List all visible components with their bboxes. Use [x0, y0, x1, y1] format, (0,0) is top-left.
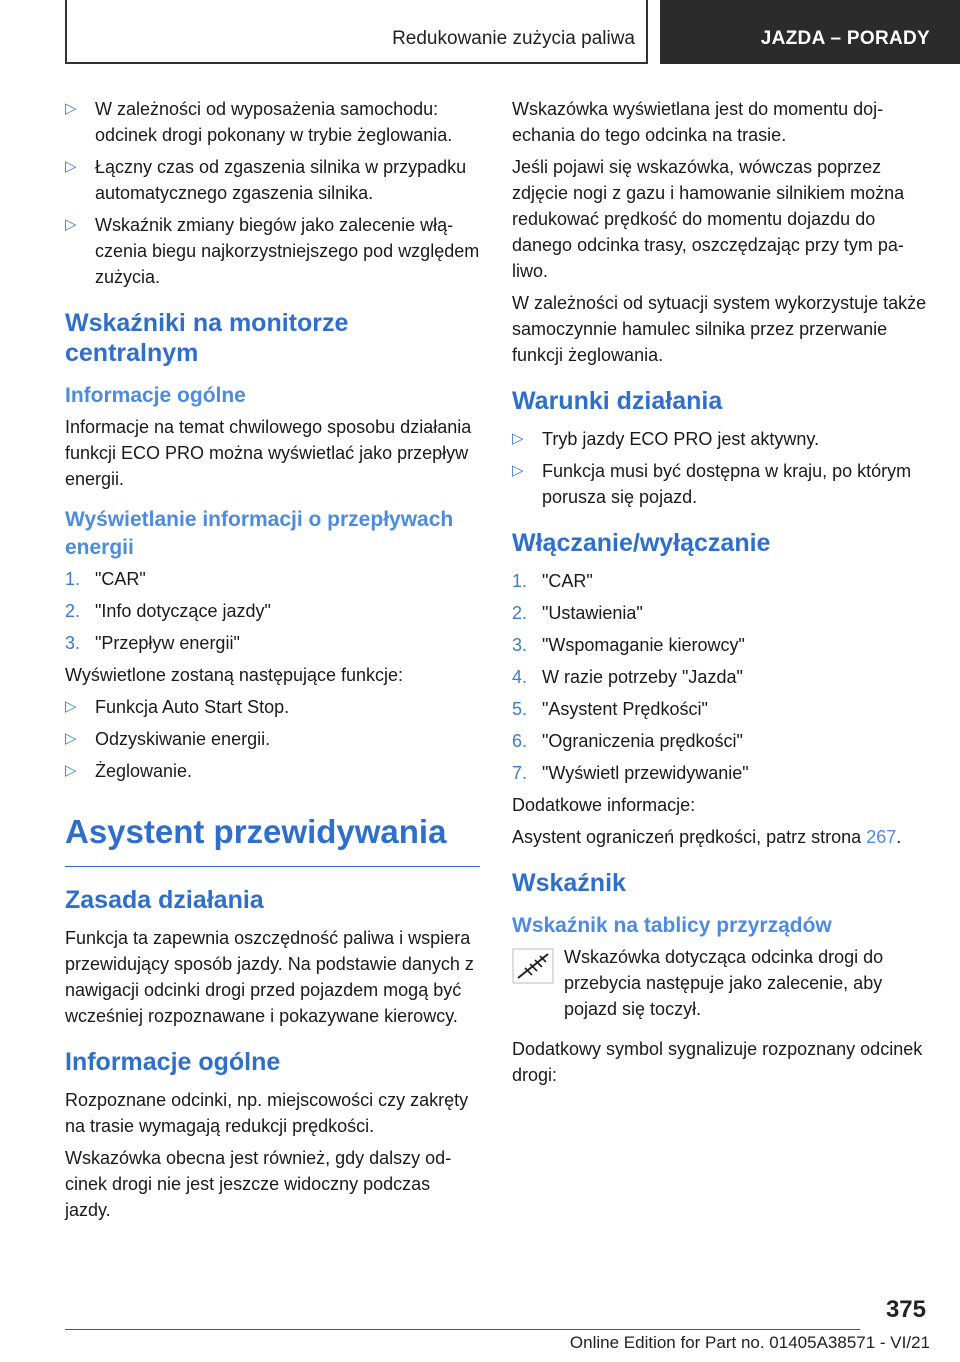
heading-general-info: Informacje ogólne	[65, 384, 246, 407]
bullet-list	[512, 426, 927, 510]
list-item: ▷ Łączny czas od zgaszenia silnika w przypadku automatycznego zgaszenia silnika.	[65, 154, 480, 206]
page-number: 375	[885, 1296, 926, 1323]
step-item: 3. "Wspomaganie kierowcy"	[512, 635, 745, 655]
paragraph: Wskazówka wyświetlana jest do momentu dojechania do tego odcinka na trasie.	[512, 99, 884, 145]
step-item: 6. "Ograniczenia prędkości"	[512, 731, 743, 751]
step-list	[512, 568, 927, 786]
paragraph: Dodatkowe informacje:	[512, 795, 696, 815]
icon-paragraph	[512, 944, 927, 1022]
step-item: 5. "Asystent Prędkości"	[512, 699, 708, 719]
triangle-bullet-icon: ▷	[512, 462, 524, 479]
step-item: 1. "CAR"	[512, 571, 593, 591]
heading-energy-flow: Wyświetlanie informacji o przepływach energii	[65, 508, 454, 559]
chapter-title: Asystent przewidywania	[65, 812, 480, 867]
list-item: ▷ Funkcja musi być dostępna w kraju, po którym porusza się pojazd.	[512, 458, 927, 510]
list-item: ▷ Wskaźnik zmiany biegów jako zalecenie włączenia biegu najkorzystniejszego pod względem zużycia.	[65, 212, 480, 290]
step-list	[65, 566, 480, 656]
triangle-bullet-icon: ▷	[65, 158, 77, 175]
heading-general: Informacje ogólne	[65, 1048, 281, 1076]
list-item: ▷ Żeglowanie.	[65, 758, 480, 784]
header-section-tab: JAZDA – PORADY	[660, 0, 960, 64]
list-item: ▷ W zależności od wyposażenia samochodu: odcinek drogi pokonany w trybie żeglowania.	[65, 96, 480, 148]
paragraph: Dodatkowy symbol sygnalizuje rozpoznany odcinek drogi:	[512, 1039, 923, 1085]
icon-paragraph-text: Wskazówka dotycząca odcinka drogi do przebycia następuje jako zalecenie, aby pojazd się toczył.	[564, 947, 884, 1019]
triangle-bullet-icon: ▷	[512, 430, 524, 447]
road-section-icon	[512, 948, 554, 984]
paragraph: W zależności od sytuacji system wykorzystuje także samoczynnie hamulec silnika przez przerwanie funkcji żeglowania.	[512, 293, 927, 365]
list-item: ▷ Funkcja Auto Start Stop.	[65, 694, 480, 720]
step-item: 4. W razie potrzeby "Jazda"	[512, 667, 743, 687]
triangle-bullet-icon: ▷	[65, 762, 77, 779]
header-title: Redukowanie zużycia paliwa	[392, 28, 635, 49]
list-item: ▷ Odzyskiwanie energii.	[65, 726, 480, 752]
heading-dashboard: Wskaźnik na tablicy przyrządów	[512, 914, 832, 937]
paragraph: Funkcja ta zapewnia oszczędność paliwa i wspiera przewidujący sposób jazdy. Na podstawie danych z nawigacji odcinki drogi przed pojazdem mogą być wcześniej rozpoznawane i pokazywane kierowcy.	[65, 928, 474, 1026]
triangle-bullet-icon: ▷	[65, 100, 77, 117]
step-item: 7. "Wyświetl przewidywanie"	[512, 763, 749, 783]
footer-divider	[65, 1329, 860, 1330]
paragraph: Wskazówka obecna jest również, gdy dalszy odcinek drogi nie jest jeszcze widoczny podczas jazdy.	[65, 1148, 452, 1220]
triangle-bullet-icon: ▷	[65, 216, 77, 233]
heading-monitor: Wskaźniki na monitorze centralnym	[65, 309, 349, 367]
step-item: 2. "Ustawienia"	[512, 603, 643, 623]
footer-edition: Online Edition for Part no. 01405A38571 - VI/21	[569, 1333, 930, 1352]
triangle-bullet-icon: ▷	[65, 698, 77, 715]
paragraph-reference: Asystent ograniczeń prędkości, patrz strona 267.	[512, 827, 902, 847]
heading-on-off: Włączanie/wyłączanie	[512, 529, 771, 557]
right-column	[512, 96, 927, 1094]
list-item: ▷ Tryb jazdy ECO PRO jest aktywny.	[512, 426, 927, 452]
paragraph: Informacje na temat chwilowego sposobu działania funkcji ECO PRO można wyświetlać jako przepływ energii.	[65, 417, 472, 489]
step-item: 1. "CAR"	[65, 569, 146, 589]
step-item: 2. "Info dotyczące jazdy"	[65, 601, 271, 621]
paragraph: Jeśli pojawi się wskazówka, wówczas poprzez zdjęcie nogi z gazu i hamowanie silnikiem można redukować prędkość do momentu dojazdu do danego odcinka trasy, oszczędzając przy tym paliwo.	[512, 157, 905, 281]
step-item: 3. "Przepływ energii"	[65, 633, 240, 653]
page-reference-link[interactable]: 267	[866, 827, 897, 847]
heading-indicator: Wskaźnik	[512, 869, 626, 897]
triangle-bullet-icon: ▷	[65, 730, 77, 747]
paragraph: Wyświetlone zostaną następujące funkcje:	[65, 665, 404, 685]
bullet-list	[65, 694, 480, 784]
heading-principle: Zasada działania	[65, 886, 264, 914]
left-column	[65, 96, 480, 1229]
heading-conditions: Warunki działania	[512, 387, 723, 415]
paragraph: Rozpoznane odcinki, np. miejscowości czy zakręty na trasie wymagają redukcji prędkości.	[65, 1090, 469, 1136]
bullet-list	[65, 96, 480, 290]
